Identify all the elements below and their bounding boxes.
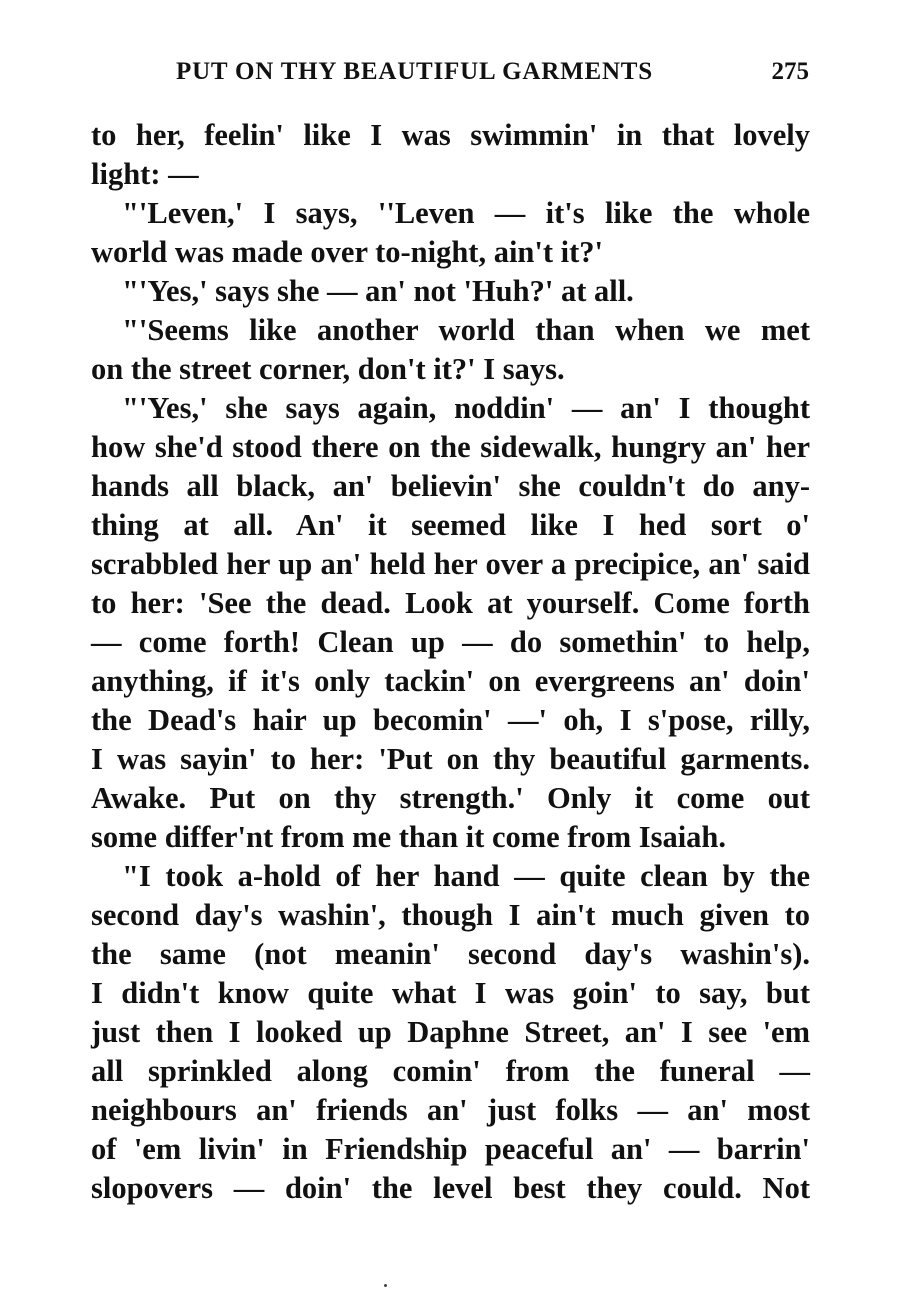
text-line: some differ'nt from me than it come from Isaiah. [91,820,727,854]
text-line: the Dead's hair up becomin' —' oh, I s'pose, rilly, [91,703,810,737]
text-line: second day's washin', though I ain't much given to [91,898,810,932]
text-line: I didn't know quite what I was goin' to say, but [91,976,810,1010]
text-line: of 'em livin' in Friendship peaceful an' — barrin' [91,1132,810,1166]
text-line: on the street corner, don't it?' I says. [91,352,565,386]
text-line: I was sayin' to her: 'Put on thy beautiful garments. [91,742,810,776]
footer-mark [384,1284,387,1287]
body-text [91,116,810,1208]
text-line: hands all black, an' believin' she couldn't do any- [91,469,810,503]
text-line: "'Yes,' she says again, noddin' — an' I thought [122,391,810,425]
text-line: — come forth! Clean up — do somethin' to help, [91,625,810,659]
text-line: thing at all. An' it seemed like I hed sort o' [91,508,810,542]
text-line: Awake. Put on thy strength.' Only it come out [91,781,810,815]
text-line: "'Yes,' says she — an' not 'Huh?' at all. [122,274,634,308]
text-line: how she'd stood there on the sidewalk, hungry an' her [91,430,810,464]
text-line: the same (not meanin' second day's washin's). [91,937,810,971]
text-line: "I took a-hold of her hand — quite clean by the [122,859,810,893]
page-number: 275 [771,58,809,85]
text-line: world was made over to-night, ain't it?' [91,235,603,269]
text-line: just then I looked up Daphne Street, an' I see 'em [91,1015,810,1049]
running-title: PUT ON THY BEAUTIFUL GARMENTS [176,58,653,85]
text-line: scrabbled her up an' held her over a precipice, an' said [91,547,810,581]
text-line: to her: 'See the dead. Look at yourself. Come forth [91,586,810,620]
text-line: anything, if it's only tackin' on evergreens an' doin' [91,664,810,698]
text-line: light: — [91,157,199,191]
text-line: to her, feelin' like I was swimmin' in that lovely [91,118,810,152]
text-line: neighbours an' friends an' just folks — an' most [91,1093,810,1127]
running-head [90,54,815,90]
text-line: "'Leven,' I says, ''Leven — it's like the whole [122,196,810,230]
text-line: "'Seems like another world than when we met [122,313,810,347]
text-line: all sprinkled along comin' from the funeral — [91,1054,810,1088]
text-line: slopovers — doin' the level best they could. Not [91,1171,810,1205]
